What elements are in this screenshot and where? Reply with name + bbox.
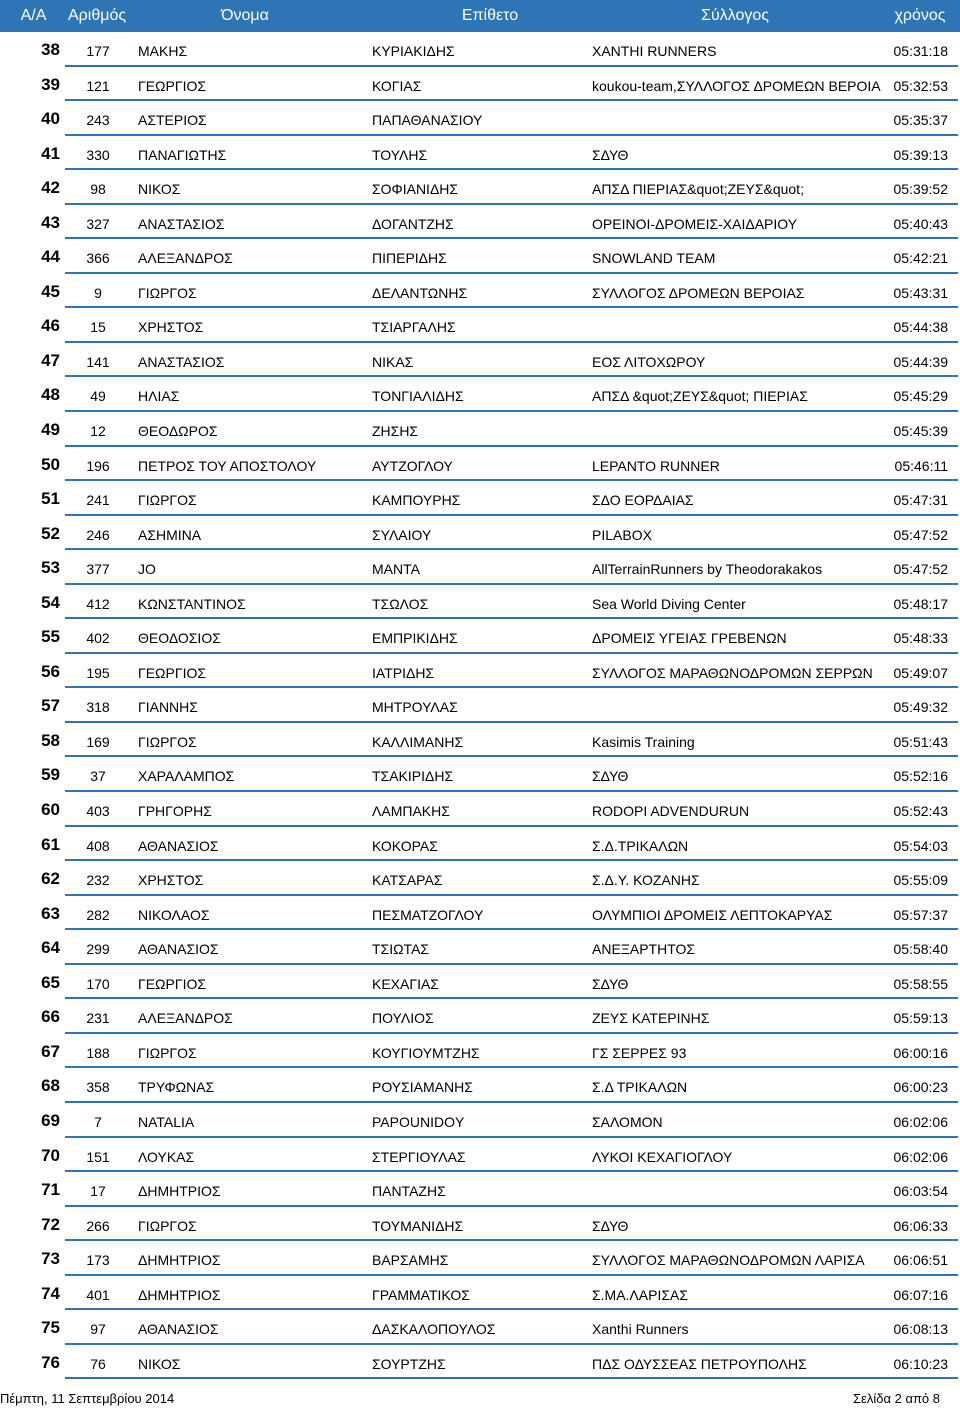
row-club: ΣΔΥΘ xyxy=(592,768,629,785)
row-club: ΑΠΣΔ ΠΙΕΡΙΑΣ&quot;ΖΕΥΣ&quot; xyxy=(592,181,804,198)
row-bib-number: 266 xyxy=(86,1217,110,1234)
row-surname: ΣΟΦΙΑΝΙΔΗΣ xyxy=(372,181,459,198)
row-time: 05:49:32 xyxy=(893,699,948,716)
footer-page-number: Σελίδα 2 από 8 xyxy=(853,1391,940,1406)
row-first-name: ΓΙΩΡΓΟΣ xyxy=(138,733,197,750)
row-surname: ΣΤΕΡΓΙΟΥΛΑΣ xyxy=(372,1148,466,1165)
row-club: ΣΔΥΘ xyxy=(592,146,629,163)
row-time: 06:06:51 xyxy=(893,1252,948,1269)
row-first-name: ΝΙΚΟΣ xyxy=(138,1355,181,1372)
row-first-name: ΛΟΥΚΑΣ xyxy=(138,1148,195,1165)
row-time: 05:48:17 xyxy=(893,595,948,612)
row-time: 06:02:06 xyxy=(893,1113,948,1130)
table-row xyxy=(0,481,960,516)
row-bib-number: 318 xyxy=(86,699,110,716)
table-row xyxy=(0,308,960,343)
row-bib-number: 243 xyxy=(86,112,110,129)
row-time: 06:02:06 xyxy=(893,1148,948,1165)
row-club: ΔΡΟΜΕΙΣ ΥΓΕΙΑΣ ΓΡΕΒΕΝΩΝ xyxy=(592,630,787,647)
row-surname: ΚΑΜΠΟΥΡΗΣ xyxy=(372,492,461,509)
row-time: 05:54:03 xyxy=(893,837,948,854)
row-time: 05:49:07 xyxy=(893,664,948,681)
row-position: 40 xyxy=(41,109,60,129)
row-surname: ΤΣΙΩΤΑΣ xyxy=(372,941,430,958)
row-position: 38 xyxy=(41,40,60,59)
row-first-name: ΚΩΝΣΤΑΝΤΙΝΟΣ xyxy=(138,595,246,612)
row-first-name: ΓΙΩΡΓΟΣ xyxy=(138,284,197,301)
row-first-name: ΑΘΑΝΑΣΙΟΣ xyxy=(138,1321,219,1338)
row-position: 59 xyxy=(41,765,60,785)
row-bib-number: 12 xyxy=(90,423,106,440)
row-position: 45 xyxy=(41,281,60,301)
row-first-name: ΘΕΟΔΟΣΙΟΣ xyxy=(138,630,221,647)
row-bib-number: 173 xyxy=(86,1252,110,1269)
row-position: 44 xyxy=(41,247,60,267)
row-position: 74 xyxy=(41,1283,60,1303)
row-bib-number: 169 xyxy=(86,733,110,750)
row-club: ΕΟΣ ΛΙΤΟΧΩΡΟΥ xyxy=(592,353,706,370)
row-position: 49 xyxy=(41,420,60,440)
row-position: 41 xyxy=(41,143,60,163)
row-position: 76 xyxy=(41,1352,60,1372)
row-surname: ΤΣΙΑΡΓΑΛΗΣ xyxy=(372,319,456,336)
table-row xyxy=(0,999,960,1034)
row-first-name: ΝΙΚΟΣ xyxy=(138,181,181,198)
row-club: ΠΔΣ ΟΔΥΣΣΕΑΣ ΠΕΤΡΟΥΠΟΛΗΣ xyxy=(592,1355,807,1372)
table-row xyxy=(0,654,960,689)
row-position: 62 xyxy=(41,869,60,889)
row-surname: ΣΥΛΑΙΟΥ xyxy=(372,526,432,543)
row-bib-number: 196 xyxy=(86,457,110,474)
row-club: koukou-team,ΣΥΛΛΟΓΟΣ ΔΡΟΜΕΩΝ ΒΕΡΟΙΑ xyxy=(592,77,881,94)
row-time: 05:35:37 xyxy=(893,112,948,129)
row-time: 06:08:13 xyxy=(893,1321,948,1338)
row-position: 52 xyxy=(41,523,60,543)
row-bib-number: 188 xyxy=(86,1044,110,1061)
row-first-name: ΝΙΚΟΛΑΟΣ xyxy=(138,906,210,923)
row-time: 05:39:52 xyxy=(893,181,948,198)
row-surname: ΚΟΥΓΙΟΥΜΤΖΗΣ xyxy=(372,1044,480,1061)
row-time: 05:44:38 xyxy=(893,319,948,336)
row-position: 55 xyxy=(41,627,60,647)
row-first-name: JO xyxy=(138,561,156,578)
column-header-bib-number: Αριθμός xyxy=(68,7,127,24)
footer-date: Πέμπτη, 11 Σεπτεμβρίου 2014 xyxy=(0,1391,175,1406)
row-surname: ΠΑΝΤΑΖΗΣ xyxy=(372,1183,446,1200)
row-surname: ΜΑΝΤΑ xyxy=(372,561,420,578)
row-first-name: ΔΗΜΗΤΡΙΟΣ xyxy=(138,1286,221,1303)
row-surname: ΚΥΡΙΑΚΙΔΗΣ xyxy=(372,43,455,59)
row-first-name: ΑΣΗΜΙΝΑ xyxy=(138,526,202,543)
row-club: ΣΥΛΛΟΓΟΣ ΔΡΟΜΕΩΝ ΒΕΡΟΙΑΣ xyxy=(592,284,805,301)
row-first-name: ΑΣΤΕΡΙΟΣ xyxy=(138,112,207,129)
row-position: 61 xyxy=(41,834,60,854)
row-time: 06:07:16 xyxy=(893,1286,948,1303)
row-surname: ΒΑΡΣΑΜΗΣ xyxy=(372,1252,449,1269)
row-first-name: ΠΑΝΑΓΙΩΤΗΣ xyxy=(138,146,227,163)
row-club: ΓΣ ΣΕΡΡΕΣ 93 xyxy=(592,1044,687,1061)
row-surname: ΤΣΩΛΟΣ xyxy=(372,595,429,612)
row-first-name: ΔΗΜΗΤΡΙΟΣ xyxy=(138,1252,221,1269)
row-surname: ΜΗΤΡΟΥΛΑΣ xyxy=(372,699,458,716)
row-position: 73 xyxy=(41,1249,60,1269)
row-surname: ΤΟΥΜΑΝΙΔΗΣ xyxy=(372,1217,464,1234)
table-row xyxy=(0,32,960,67)
row-bib-number: 408 xyxy=(86,837,110,854)
table-row xyxy=(0,205,960,240)
row-surname: ΖΗΣΗΣ xyxy=(372,423,419,440)
table-row xyxy=(0,585,960,620)
row-surname: ΚΟΓΙΑΣ xyxy=(372,77,422,94)
row-bib-number: 7 xyxy=(94,1113,102,1130)
column-header-surname: Επίθετο xyxy=(461,7,519,24)
row-surname: ΝΙΚΑΣ xyxy=(372,353,414,370)
row-first-name: ΓΙΩΡΓΟΣ xyxy=(138,492,197,509)
row-position: 50 xyxy=(41,454,60,474)
row-time: 06:06:33 xyxy=(893,1217,948,1234)
row-bib-number: 241 xyxy=(86,492,110,509)
table-row xyxy=(0,1138,960,1173)
row-bib-number: 121 xyxy=(86,77,110,94)
row-club: Σ.Δ ΤΡΙΚΑΛΩΝ xyxy=(592,1079,688,1096)
row-first-name: ΓΕΩΡΓΙΟΣ xyxy=(138,77,206,94)
row-bib-number: 282 xyxy=(86,906,110,923)
row-bib-number: 37 xyxy=(90,768,106,785)
row-club: PILABOX xyxy=(592,526,652,543)
table-row xyxy=(0,1310,960,1345)
row-surname: ΠΑΠΑΘΑΝΑΣΙΟΥ xyxy=(372,112,483,129)
row-position: 70 xyxy=(41,1145,60,1165)
row-club: AllTerrainRunners by Theodorakakos xyxy=(592,561,823,578)
row-bib-number: 141 xyxy=(86,353,110,370)
table-row xyxy=(0,1276,960,1311)
row-club: ΣΔΟ ΕΟΡΔΑΙΑΣ xyxy=(592,492,694,509)
row-position: 46 xyxy=(41,316,60,336)
row-time: 05:57:37 xyxy=(893,906,948,923)
row-time: 06:00:16 xyxy=(893,1044,948,1061)
row-time: 05:39:13 xyxy=(893,146,948,163)
table-row xyxy=(0,965,960,1000)
row-surname: ΚΑΤΣΑΡΑΣ xyxy=(372,872,443,889)
row-club: Sea World Diving Center xyxy=(592,595,746,612)
table-row xyxy=(0,1103,960,1138)
table-row xyxy=(0,896,960,931)
row-first-name: ΓΙΩΡΓΟΣ xyxy=(138,1217,197,1234)
row-first-name: ΔΗΜΗΤΡΙΟΣ xyxy=(138,1183,221,1200)
row-time: 05:59:13 xyxy=(893,1010,948,1027)
row-position: 48 xyxy=(41,385,60,405)
row-bib-number: 231 xyxy=(86,1010,110,1027)
row-position: 63 xyxy=(41,903,60,923)
table-row xyxy=(0,1345,960,1380)
row-bib-number: 17 xyxy=(90,1183,106,1200)
row-first-name: ΓΙΩΡΓΟΣ xyxy=(138,1044,197,1061)
row-position: 65 xyxy=(41,972,60,992)
row-bib-number: 412 xyxy=(86,595,110,612)
row-surname: PAPOUNIDOY xyxy=(372,1113,465,1130)
row-bib-number: 97 xyxy=(90,1321,106,1338)
column-header-club: Σύλλογος xyxy=(701,7,769,24)
column-header-first-name: Όνομα xyxy=(221,7,269,24)
row-club: ΣΔΥΘ xyxy=(592,1217,629,1234)
row-time: 05:31:18 xyxy=(893,43,948,59)
row-bib-number: 232 xyxy=(86,872,110,889)
table-row xyxy=(0,412,960,447)
row-surname: ΡΟΥΣΙΑΜΑΝΗΣ xyxy=(372,1079,473,1096)
row-club: RODOPI ADVENDURUN xyxy=(592,803,750,820)
row-bib-number: 377 xyxy=(86,561,110,578)
row-surname: ΓΡΑΜΜΑΤΙΚΟΣ xyxy=(372,1286,470,1303)
row-first-name: ΧΡΗΣΤΟΣ xyxy=(138,872,204,889)
row-first-name: ΑΛΕΞΑΝΔΡΟΣ xyxy=(138,1010,233,1027)
row-first-name: ΓΕΩΡΓΙΟΣ xyxy=(138,664,206,681)
row-time: 05:52:43 xyxy=(893,803,948,820)
row-surname: ΠΟΥΛΙΟΣ xyxy=(372,1010,434,1027)
row-surname: ΚΟΚΟΡΑΣ xyxy=(372,837,438,854)
row-club: SNOWLAND TEAM xyxy=(592,250,716,267)
table-row xyxy=(0,343,960,378)
row-position: 72 xyxy=(41,1214,60,1234)
table-row xyxy=(0,827,960,862)
table-row xyxy=(0,101,960,136)
row-bib-number: 299 xyxy=(86,941,110,958)
row-time: 05:55:09 xyxy=(893,872,948,889)
row-club: ΑΠΣΔ &quot;ΖΕΥΣ&quot; ΠΙΕΡΙΑΣ xyxy=(592,388,808,405)
row-position: 58 xyxy=(41,730,60,750)
row-surname: ΤΣΑΚΙΡΙΔΗΣ xyxy=(372,768,454,785)
row-time: 05:42:21 xyxy=(893,250,948,267)
row-first-name: ΓΕΩΡΓΙΟΣ xyxy=(138,975,206,992)
row-club: ΣΑΛΟΜΟΝ xyxy=(592,1113,663,1130)
row-first-name: ΧΡΗΣΤΟΣ xyxy=(138,319,204,336)
row-club: Σ.Δ.ΤΡΙΚΑΛΩΝ xyxy=(592,837,689,854)
table-row xyxy=(0,619,960,654)
table-row xyxy=(0,1241,960,1276)
table-row xyxy=(0,447,960,482)
row-club: XANTHI RUNNERS xyxy=(592,43,717,59)
row-time: 05:43:31 xyxy=(893,284,948,301)
row-surname: ΤΟΝΓΙΑΛΙΔΗΣ xyxy=(372,388,464,405)
row-surname: ΔΑΣΚΑΛΟΠΟΥΛΟΣ xyxy=(372,1321,496,1338)
table-row xyxy=(0,67,960,102)
table-row xyxy=(0,723,960,758)
row-bib-number: 98 xyxy=(90,181,106,198)
row-first-name: ΑΘΑΝΑΣΙΟΣ xyxy=(138,837,219,854)
row-surname: ΙΑΤΡΙΔΗΣ xyxy=(372,664,435,681)
row-first-name: ΗΛΙΑΣ xyxy=(138,388,180,405)
row-position: 57 xyxy=(41,696,60,716)
row-first-name: ΘΕΟΔΩΡΟΣ xyxy=(138,423,218,440)
row-time: 05:51:43 xyxy=(893,733,948,750)
row-time: 05:52:16 xyxy=(893,768,948,785)
table-row xyxy=(0,1172,960,1207)
row-position: 60 xyxy=(41,800,60,820)
row-club: ΛΥΚΟΙ ΚΕΧΑΓΙΟΓΛΟΥ xyxy=(592,1148,733,1165)
row-position: 68 xyxy=(41,1076,60,1096)
row-first-name: ΤΡΥΦΩΝΑΣ xyxy=(138,1079,215,1096)
row-bib-number: 246 xyxy=(86,526,110,543)
row-surname: ΛΑΜΠΑΚΗΣ xyxy=(372,803,450,820)
row-position: 75 xyxy=(41,1318,60,1338)
row-bib-number: 177 xyxy=(86,43,110,59)
results-table-header xyxy=(0,0,960,32)
table-row xyxy=(0,930,960,965)
row-first-name: ΑΛΕΞΑΝΔΡΟΣ xyxy=(138,250,233,267)
table-row xyxy=(0,239,960,274)
row-time: 05:47:52 xyxy=(893,561,948,578)
row-position: 53 xyxy=(41,558,60,578)
table-row xyxy=(0,688,960,723)
row-time: 05:45:29 xyxy=(893,388,948,405)
row-club: ΖΕΥΣ ΚΑΤΕΡΙΝΗΣ xyxy=(592,1010,710,1027)
row-time: 05:47:31 xyxy=(893,492,948,509)
row-time: 06:00:23 xyxy=(893,1079,948,1096)
row-time: 06:03:54 xyxy=(893,1183,948,1200)
results-table-body xyxy=(0,32,960,1379)
row-time: 05:44:39 xyxy=(893,353,948,370)
row-club: ΟΛΥΜΠΙΟΙ ΔΡΟΜΕΙΣ ΛΕΠΤΟΚΑΡΥΑΣ xyxy=(592,906,833,923)
row-position: 64 xyxy=(41,938,60,958)
row-first-name: ΑΘΑΝΑΣΙΟΣ xyxy=(138,941,219,958)
row-time: 05:47:52 xyxy=(893,526,948,543)
table-row xyxy=(0,1034,960,1069)
row-surname: ΑΥΤΖΟΓΛΟΥ xyxy=(372,457,453,474)
table-row xyxy=(0,861,960,896)
row-club: Xanthi Runners xyxy=(592,1321,689,1338)
row-club: ΣΔΥΘ xyxy=(592,975,629,992)
column-header-position: Α/Α xyxy=(20,7,47,24)
row-first-name: NATALIA xyxy=(138,1113,195,1130)
row-bib-number: 76 xyxy=(90,1355,106,1372)
row-bib-number: 195 xyxy=(86,664,110,681)
row-first-name: ΧΑΡΑΛΑΜΠΟΣ xyxy=(138,768,235,785)
row-time: 06:10:23 xyxy=(893,1355,948,1372)
row-position: 42 xyxy=(41,178,60,198)
table-row xyxy=(0,1207,960,1242)
row-club: ΑΝΕΞΑΡΤΗΤΟΣ xyxy=(592,941,696,958)
row-first-name: ΓΡΗΓΟΡΗΣ xyxy=(138,803,212,820)
row-time: 05:58:55 xyxy=(893,975,948,992)
table-row xyxy=(0,274,960,309)
row-club: Σ.Δ.Υ. ΚΟΖΑΝΗΣ xyxy=(592,872,700,889)
table-row xyxy=(0,550,960,585)
row-time: 05:40:43 xyxy=(893,215,948,232)
row-position: 67 xyxy=(41,1041,60,1061)
row-bib-number: 9 xyxy=(94,284,102,301)
row-first-name: ΓΙΑΝΝΗΣ xyxy=(138,699,198,716)
row-first-name: ΠΕΤΡΟΣ ΤΟΥ ΑΠΟΣΤΟΛΟΥ xyxy=(138,457,317,474)
row-position: 71 xyxy=(41,1180,60,1200)
row-time: 05:58:40 xyxy=(893,941,948,958)
row-position: 54 xyxy=(41,592,60,612)
row-club: LEPANTO RUNNER xyxy=(592,457,720,474)
page-footer xyxy=(0,1390,960,1408)
table-row xyxy=(0,170,960,205)
row-surname: ΔΟΓΑΝΤΖΗΣ xyxy=(372,215,454,232)
row-first-name: ΜΑΚΗΣ xyxy=(138,43,188,59)
row-position: 47 xyxy=(41,350,60,370)
row-position: 43 xyxy=(41,212,60,232)
table-row xyxy=(0,516,960,551)
row-time: 05:45:39 xyxy=(893,423,948,440)
row-bib-number: 330 xyxy=(86,146,110,163)
row-club: ΣΥΛΛΟΓΟΣ ΜΑΡΑΘΩΝΟΔΡΟΜΩΝ ΛΑΡΙΣΑ xyxy=(592,1252,865,1269)
table-row xyxy=(0,792,960,827)
row-first-name: ΑΝΑΣΤΑΣΙΟΣ xyxy=(138,215,225,232)
row-first-name: ΑΝΑΣΤΑΣΙΟΣ xyxy=(138,353,225,370)
row-position: 39 xyxy=(41,74,60,94)
row-time: 05:32:53 xyxy=(893,77,948,94)
table-row xyxy=(0,1068,960,1103)
table-row xyxy=(0,377,960,412)
row-club: Σ.ΜΑ.ΛΑΡΙΣΑΣ xyxy=(592,1286,688,1303)
row-surname: ΕΜΠΡΙΚΙΔΗΣ xyxy=(372,630,458,647)
row-surname: ΠΕΣΜΑΤΖΟΓΛΟΥ xyxy=(372,906,484,923)
row-bib-number: 151 xyxy=(86,1148,110,1165)
row-surname: ΔΕΛΑΝΤΩΝΗΣ xyxy=(372,284,468,301)
row-club: Kasimis Training xyxy=(592,733,695,750)
row-bib-number: 358 xyxy=(86,1079,110,1096)
column-header-time: χρόνος xyxy=(894,7,946,24)
row-position: 66 xyxy=(41,1007,60,1027)
row-bib-number: 366 xyxy=(86,250,110,267)
row-club: ΣΥΛΛΟΓΟΣ ΜΑΡΑΘΩΝΟΔΡΟΜΩΝ ΣΕΡΡΩΝ xyxy=(592,664,873,681)
row-time: 05:46:11 xyxy=(894,457,948,474)
row-surname: ΠΙΠΕΡΙΔΗΣ xyxy=(372,250,447,267)
table-row xyxy=(0,757,960,792)
row-divider xyxy=(65,1377,958,1379)
table-row xyxy=(0,136,960,171)
row-position: 69 xyxy=(41,1110,60,1130)
row-bib-number: 327 xyxy=(86,215,110,232)
row-bib-number: 15 xyxy=(90,319,106,336)
row-time: 05:48:33 xyxy=(893,630,948,647)
row-bib-number: 401 xyxy=(86,1286,110,1303)
row-surname: ΚΑΛΛΙΜΑΝΗΣ xyxy=(372,733,464,750)
row-bib-number: 170 xyxy=(86,975,110,992)
row-surname: ΚΕΧΑΓΙΑΣ xyxy=(372,975,439,992)
row-surname: ΤΟΥΛΗΣ xyxy=(372,146,428,163)
row-bib-number: 402 xyxy=(86,630,110,647)
row-club: ΟΡΕΙΝΟΙ-ΔΡΟΜΕΙΣ-ΧΑΙΔΑΡΙΟΥ xyxy=(592,215,798,232)
row-bib-number: 403 xyxy=(86,803,110,820)
row-surname: ΣΟΥΡΤΖΗΣ xyxy=(372,1355,446,1372)
row-position: 56 xyxy=(41,661,60,681)
row-bib-number: 49 xyxy=(90,388,106,405)
row-position: 51 xyxy=(41,489,60,509)
